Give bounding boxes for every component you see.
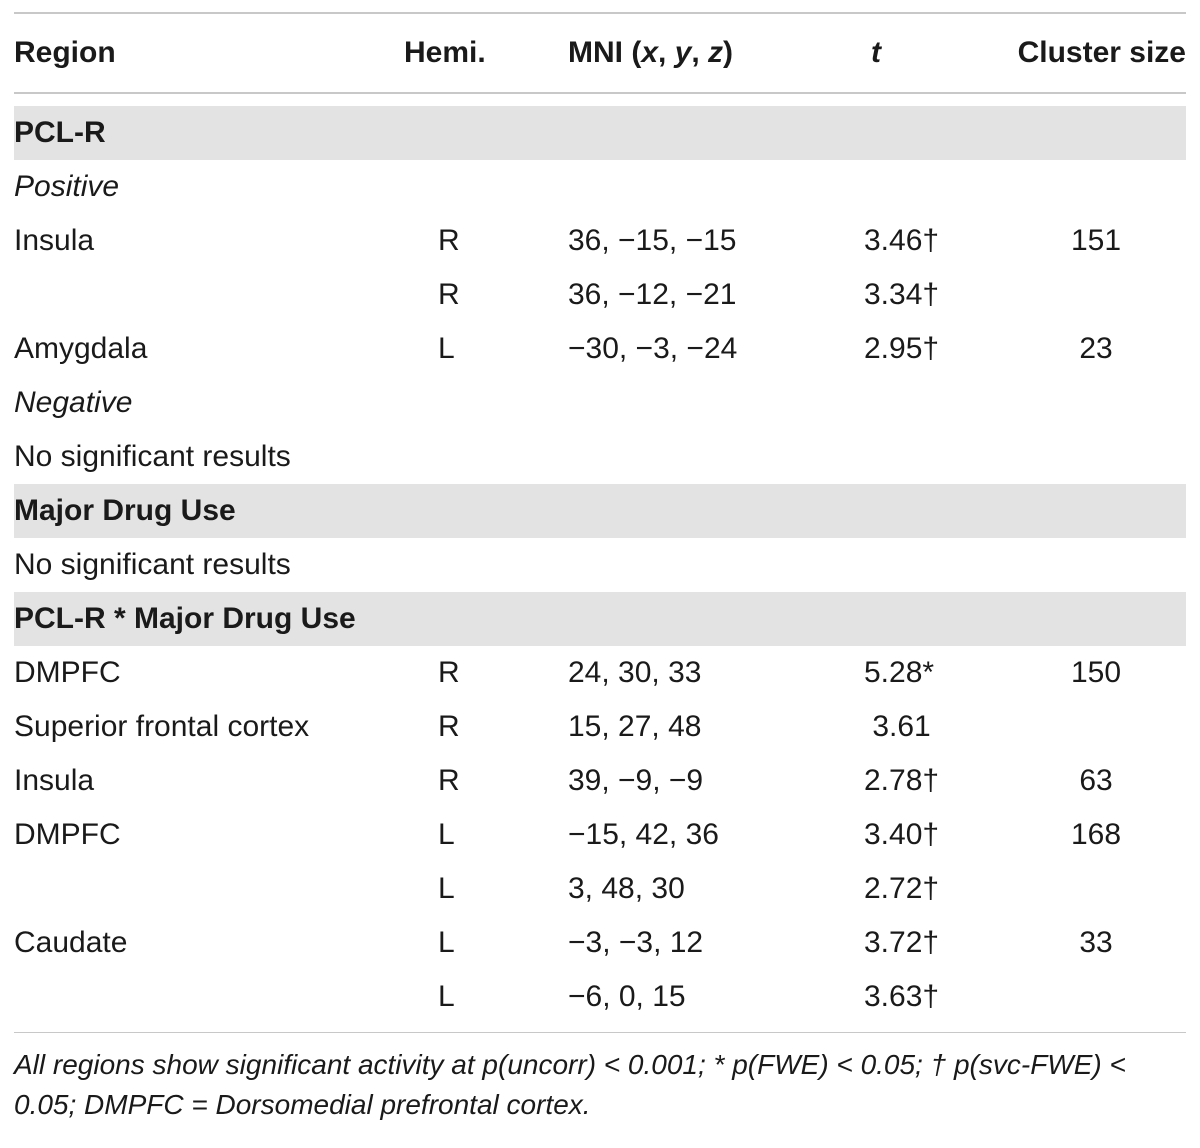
cell-region: Caudate	[14, 926, 128, 959]
subsection-label: Positive	[14, 170, 120, 203]
no-results-text: No significant results	[14, 440, 291, 473]
header-hemi: Hemi.	[398, 14, 550, 93]
section-header-drug	[14, 484, 1186, 538]
cell-hemi: R	[438, 656, 460, 689]
cell-size	[966, 862, 1186, 916]
table-row	[14, 862, 1186, 916]
cell-t: 2.95†	[864, 332, 940, 365]
cell-mni: −6, 0, 15	[568, 980, 686, 1013]
spacer-row	[14, 93, 1186, 106]
cell-mni: 24, 30, 33	[568, 656, 702, 689]
cell-size	[966, 970, 1186, 1024]
cell-t: 3.72†	[864, 926, 940, 959]
cell-t: 3.40†	[864, 818, 940, 851]
cell-region: Amygdala	[14, 332, 148, 365]
cell-size	[966, 268, 1186, 322]
table-row	[14, 754, 1186, 808]
subsection-label: Negative	[14, 386, 133, 419]
cell-mni: −15, 42, 36	[568, 818, 719, 851]
cell-hemi: L	[438, 332, 455, 365]
table-row	[14, 214, 1186, 268]
cell-t: 3.34†	[864, 278, 940, 311]
cell-region	[14, 970, 398, 1024]
subsection-negative	[14, 376, 1186, 430]
table-row	[14, 916, 1186, 970]
table-row	[14, 430, 1186, 484]
cell-t: 3.63†	[864, 980, 940, 1013]
table-row	[14, 808, 1186, 862]
table-row	[14, 970, 1186, 1024]
header-row	[14, 14, 1186, 93]
table-row	[14, 538, 1186, 592]
cell-size: 168	[1070, 818, 1122, 851]
results-table	[14, 14, 1186, 1024]
table-row	[14, 646, 1186, 700]
cell-t: 3.61	[864, 710, 931, 743]
cell-mni: 15, 27, 48	[568, 710, 702, 743]
cell-region	[14, 268, 398, 322]
cell-mni: −30, −3, −24	[568, 332, 738, 365]
results-table-container	[14, 12, 1186, 1125]
cell-hemi: R	[438, 710, 460, 743]
cell-region: DMPFC	[14, 656, 121, 689]
subsection-positive	[14, 160, 1186, 214]
cell-region: DMPFC	[14, 818, 121, 851]
table-footnote: All regions show significant activity at p(uncorr) < 0.001; * p(FWE) < 0.05; † p(svc-FWE) < 0.05; DMPFC = Dorsomedial prefrontal cortex.	[14, 1049, 1126, 1120]
cell-region: Superior frontal cortex	[14, 710, 310, 743]
cell-hemi: R	[438, 764, 460, 797]
cell-region: Insula	[14, 224, 95, 257]
cell-mni: 3, 48, 30	[568, 872, 685, 905]
cell-t: 2.72†	[864, 872, 940, 905]
table-row	[14, 322, 1186, 376]
section-title: PCL-R * Major Drug Use	[14, 592, 1186, 646]
cell-region: Insula	[14, 764, 95, 797]
no-results-text: No significant results	[14, 548, 291, 581]
header-mni: MNI (x, y, z)	[550, 14, 786, 93]
cell-t: 3.46†	[864, 224, 940, 257]
cell-hemi: L	[438, 926, 455, 959]
header-t: t	[786, 14, 966, 93]
table-row	[14, 268, 1186, 322]
cell-mni: 36, −12, −21	[568, 278, 737, 311]
cell-t: 2.78†	[864, 764, 940, 797]
header-cluster-size: Cluster size	[966, 14, 1186, 93]
cell-t: 5.28*	[864, 656, 935, 689]
cell-region	[14, 862, 398, 916]
cell-size: 151	[1070, 224, 1122, 257]
cell-size: 150	[1070, 656, 1122, 689]
cell-mni: 36, −15, −15	[568, 224, 737, 257]
cell-hemi: R	[438, 224, 460, 257]
section-header-interaction	[14, 592, 1186, 646]
cell-hemi: L	[438, 872, 455, 905]
cell-size	[966, 700, 1186, 754]
cell-mni: 39, −9, −9	[568, 764, 704, 797]
table-row	[14, 700, 1186, 754]
cell-hemi: R	[438, 278, 460, 311]
section-title: PCL-R	[14, 106, 1186, 160]
section-header-pclr	[14, 106, 1186, 160]
cell-hemi: L	[438, 818, 455, 851]
cell-size: 33	[1079, 926, 1113, 959]
cell-hemi: L	[438, 980, 455, 1013]
header-region: Region	[14, 14, 398, 93]
cell-size: 23	[1079, 332, 1113, 365]
cell-size: 63	[1079, 764, 1113, 797]
section-title: Major Drug Use	[14, 484, 1186, 538]
cell-mni: −3, −3, 12	[568, 926, 704, 959]
